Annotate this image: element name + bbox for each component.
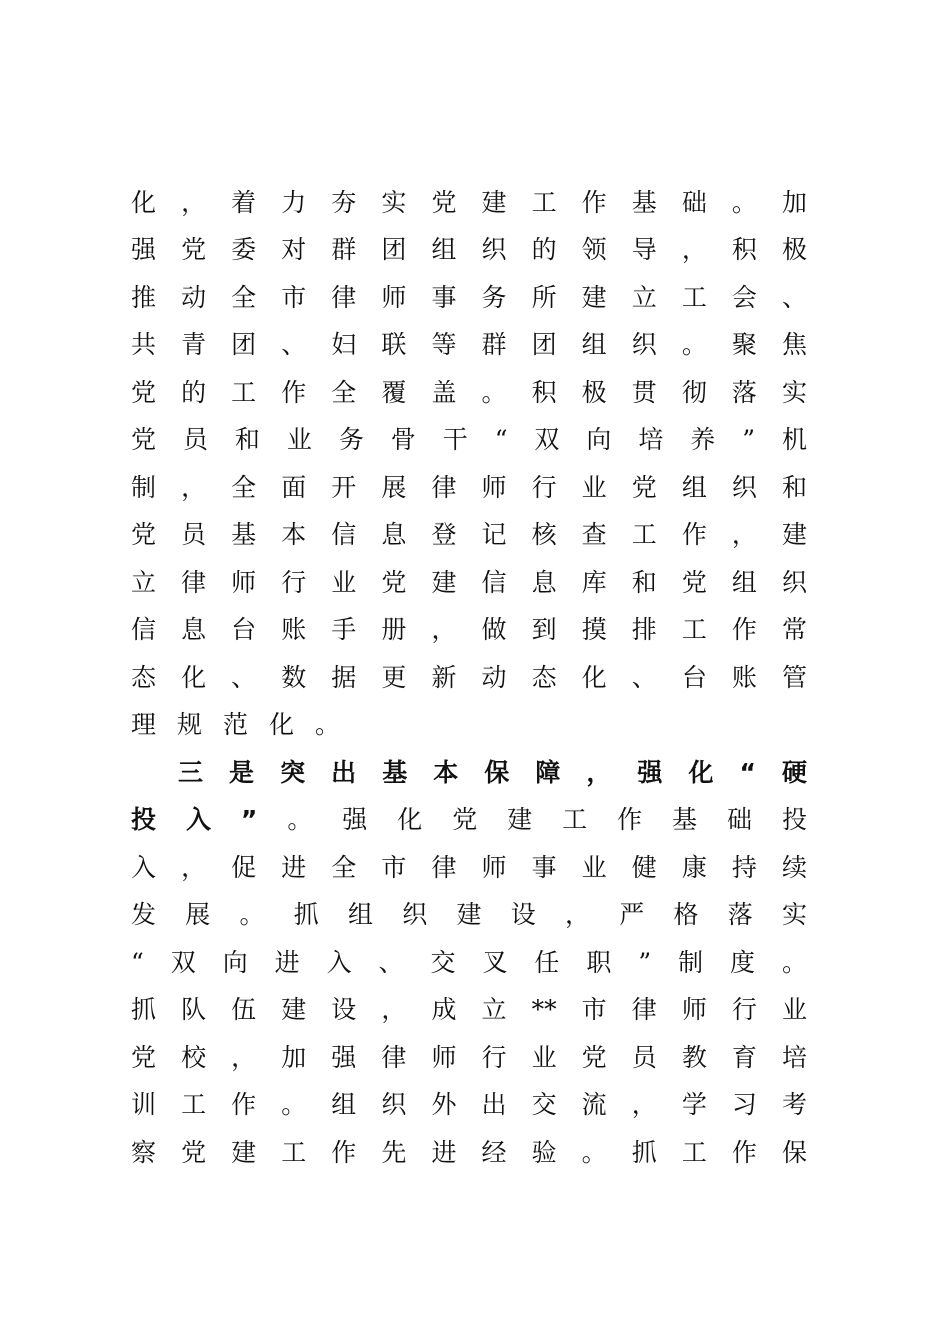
text-line: 信息台账手册，做到摸排工作常 <box>131 615 807 644</box>
text-line: 察党建工作先进经验。抓工作保 <box>131 1138 807 1167</box>
text-line: 制，全面开展律师行业党组织和 <box>131 473 807 502</box>
text-line: 共青团、妇联等群团组织。聚焦 <box>131 330 807 359</box>
text-line: 训工作。组织外出交流，学习考 <box>131 1090 807 1119</box>
text-line: 党的工作全覆盖。积极贯彻落实 <box>131 378 807 407</box>
text-line: 党校，加强律师行业党员教育培 <box>131 1043 807 1072</box>
section-heading-line: 三是突出基本保障，强化“硬 <box>178 758 807 787</box>
text-line: 入，促进全市律师事业健康持续 <box>131 853 807 882</box>
text-line: “双向进入、交叉任职”制度。 <box>131 948 807 977</box>
text-line: 发展。抓组织建设，严格落实 <box>131 900 807 929</box>
text-line: 投入”。强化党建工作基础投 <box>131 805 807 834</box>
text-line: 党员基本信息登记核查工作，建 <box>131 520 807 549</box>
text-line: 立律师行业党建信息库和党组织 <box>131 568 807 597</box>
text-line: 理规范化。 <box>131 710 362 739</box>
section-heading-tail: 投入” <box>131 805 258 834</box>
text-line: 抓队伍建设，成立**市律师行业 <box>131 995 807 1024</box>
text-line: 强党委对群团组织的领导，积极 <box>131 235 807 264</box>
text-line: 推动全市律师事务所建立工会、 <box>131 283 807 312</box>
text-line: 化，着力夯实党建工作基础。加 <box>131 188 807 217</box>
text-line: 党员和业务骨干“双向培养”机 <box>131 425 807 454</box>
text-line: 态化、数据更新动态化、台账管 <box>131 663 807 692</box>
